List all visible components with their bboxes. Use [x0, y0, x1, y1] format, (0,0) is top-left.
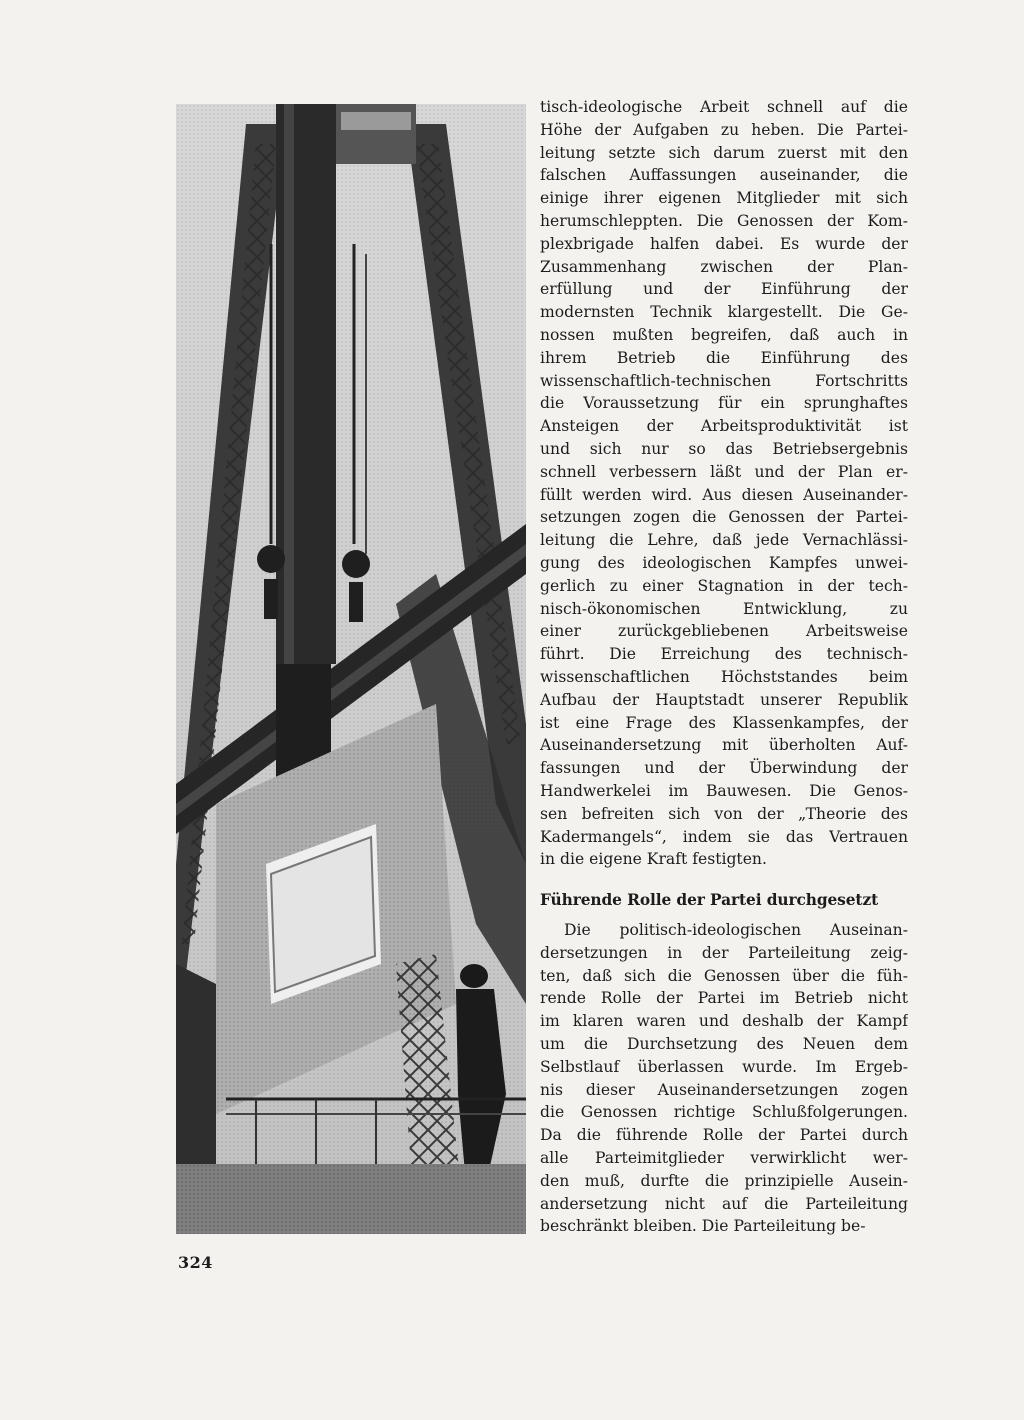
paragraph1-line: führt. Die Erreichung des technisch-	[540, 645, 908, 664]
paragraph1-line: modernsten Technik klargestellt. Die Ge-	[540, 303, 908, 322]
paragraph2-line: nis dieser Auseinandersetzungen zogen	[540, 1080, 908, 1099]
paragraph2-line: ten, daß sich die Genossen über die füh-	[540, 966, 908, 985]
paragraph1-line: einige ihrer eigenen Mitglieder mit sich	[540, 189, 908, 208]
paragraph1-line: leitung die Lehre, daß jede Vernachlässi-	[540, 531, 908, 550]
paragraph1-line: falschen Auffassungen auseinander, die	[540, 166, 908, 185]
paragraph1-line: Kadermangels“, indem sie das Vertrauen	[540, 827, 908, 846]
crane-photo-image	[176, 104, 526, 1234]
paragraph1-line: füllt werden wird. Aus diesen Auseinander-	[540, 485, 908, 504]
paragraph1-line: sen befreiten sich von der „Theorie des	[540, 804, 908, 823]
paragraph1-line: wissenschaftlich-technischen Fortschritts	[540, 371, 908, 390]
paragraph1-line: Handwerkelei im Bauwesen. Die Genos-	[540, 781, 908, 800]
paragraph1-line: einer zurückgebliebenen Arbeitsweise	[540, 622, 908, 641]
page-number: 324	[178, 1253, 213, 1272]
paragraph1-line: nisch-ökonomischen Entwicklung, zu	[540, 599, 908, 618]
paragraph2-line: beschränkt bleiben. Die Parteileitung be-	[540, 1217, 866, 1236]
paragraph1-line: schnell verbessern läßt und der Plan er-	[540, 462, 908, 481]
paragraph2-line: alle Parteimitglieder verwirklicht wer-	[540, 1149, 908, 1168]
paragraph2-line: den muß, durfte die prinzipielle Ausein-	[540, 1171, 908, 1190]
paragraph1-line: Auseinandersetzung mit überholten Auf-	[540, 736, 908, 755]
paragraph1-line: ihrem Betrieb die Einführung des	[540, 348, 908, 367]
paragraph1-line: gerlich zu einer Stagnation in der tech-	[540, 576, 908, 595]
paragraph1-line: Ansteigen der Arbeitsproduktivität ist	[540, 417, 908, 436]
paragraph2-line: rende Rolle der Partei im Betrieb nicht	[540, 989, 908, 1008]
paragraph-2	[540, 919, 908, 1238]
paragraph1-line: herumschleppten. Die Genossen der Kom-	[540, 211, 908, 230]
paragraph1-line: in die eigene Kraft festigten.	[540, 850, 767, 869]
paragraph2-line: die Genossen richtige Schlußfolgerungen.	[540, 1103, 908, 1122]
paragraph1-line: erfüllung und der Einführung der	[540, 280, 908, 299]
text-column	[540, 96, 908, 1238]
paragraph2-line: dersetzungen in der Parteileitung zeig-	[540, 943, 908, 962]
paragraph1-line: wissenschaftlichen Höchststandes beim	[540, 667, 908, 686]
paragraph1-line: Zusammenhang zwischen der Plan-	[540, 257, 908, 276]
paragraph2-line: im klaren waren und deshalb der Kampf	[540, 1012, 908, 1031]
crane-photo	[176, 104, 526, 1234]
paragraph1-line: die Voraussetzung für ein sprunghaftes	[540, 394, 908, 413]
paragraph1-line: und sich nur so das Betriebsergebnis	[540, 439, 908, 458]
paragraph1-line: plexbrigade halfen dabei. Es wurde der	[540, 234, 908, 253]
paragraph-1	[540, 96, 908, 871]
paragraph2-line: um die Durchsetzung des Neuen dem	[540, 1035, 908, 1054]
paragraph1-line: setzungen zogen die Genossen der Partei-	[540, 508, 908, 527]
paragraph2-line: Da die führende Rolle der Partei durch	[540, 1126, 908, 1145]
paragraph1-line: leitung setzte sich darum zuerst mit den	[540, 143, 908, 162]
paragraph2-line: Selbstlauf überlassen wurde. Im Ergeb-	[540, 1057, 908, 1076]
paragraph1-line: tisch-ideologische Arbeit schnell auf die	[540, 98, 908, 116]
paragraph2-line: Die politisch-ideologischen Auseinan-	[564, 921, 908, 940]
paragraph1-line: gung des ideologischen Kampfes unwei-	[540, 553, 908, 572]
paragraph1-line: nossen mußten begreifen, daß auch in	[540, 325, 908, 344]
paragraph1-line: Höhe der Aufgaben zu heben. Die Partei-	[540, 120, 908, 139]
paragraph2-line: andersetzung nicht auf die Parteileitung	[540, 1194, 908, 1213]
paragraph1-line: ist eine Frage des Klassenkampfes, der	[540, 713, 908, 732]
section-heading: Führende Rolle der Partei durchgesetzt	[540, 891, 879, 910]
paragraph1-line: Aufbau der Hauptstadt unserer Republik	[540, 690, 908, 709]
paragraph1-line: fassungen und der Überwindung der	[540, 759, 908, 778]
